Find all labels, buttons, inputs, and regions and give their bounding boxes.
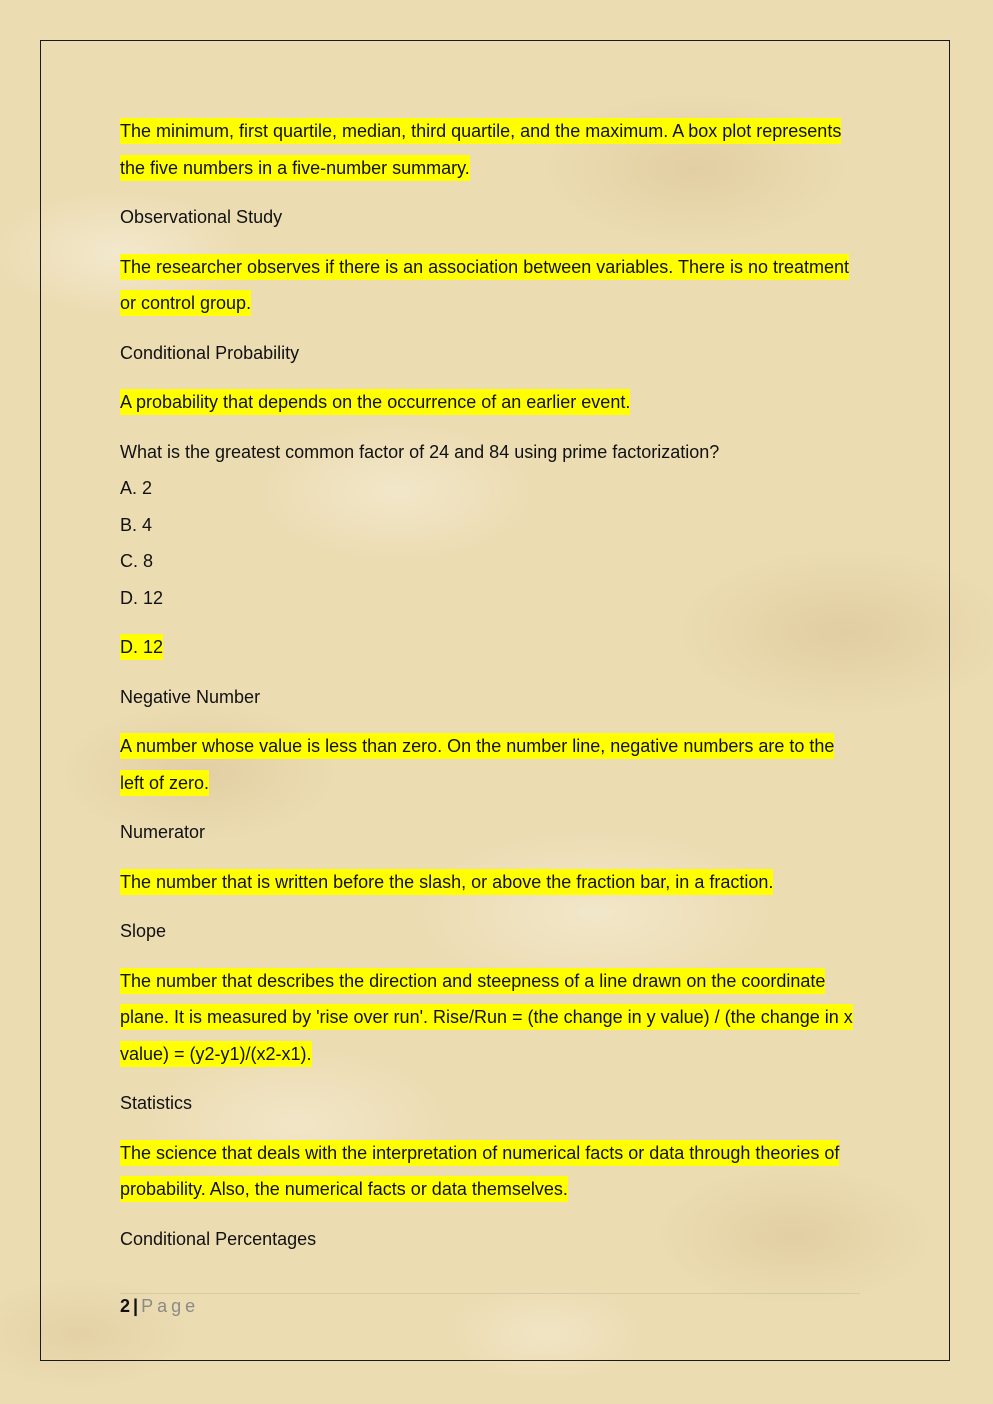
answer-gcf: D. 12	[120, 629, 860, 666]
term-statistics: Statistics	[120, 1093, 193, 1113]
definition-statistics: The science that deals with the interpretation of numerical facts or data through theories of probability. Also, the numerical facts or data themselves.	[120, 1135, 860, 1208]
term-negative-number: Negative Number	[120, 686, 261, 707]
definition-slope: The number that describes the direction and steepness of a line drawn on the coordinate plane. It is measured by 'rise over run'. Rise/Run = (the change in y value) / (the change in x value) = (y2-y1)/(x2-x1).	[120, 963, 860, 1073]
definition-conditional-probability: A probability that depends on the occurrence of an earlier event.	[120, 384, 860, 421]
definition-numerator: The number that is written before the slash, or above the fraction bar, in a fraction.	[120, 864, 860, 901]
term-observational-study: Observational Study	[120, 207, 283, 227]
term-conditional-probability: Conditional Probability	[120, 342, 300, 363]
page-separator: |	[133, 1296, 139, 1316]
term-slope: Slope	[120, 921, 167, 941]
option-b: B. 4	[120, 514, 153, 535]
definition-negative-number: A number whose value is less than zero. On the number line, negative numbers are to the left of zero.	[120, 728, 860, 801]
option-d: D. 12	[120, 587, 164, 608]
document-body	[120, 113, 860, 1270]
question-gcf: What is the greatest common factor of 24 and 84 using prime factorization?	[120, 441, 720, 462]
term-numerator: Numerator	[120, 822, 206, 842]
page-footer	[120, 1293, 860, 1317]
page-label: Page	[141, 1296, 200, 1316]
option-c: C. 8	[120, 551, 154, 571]
term-conditional-percentages: Conditional Percentages	[120, 1228, 317, 1249]
definition-observational-study: The researcher observes if there is an association between variables. There is no treatment or control group.	[120, 249, 860, 322]
option-a: A. 2	[120, 478, 153, 498]
page-number: 2	[120, 1296, 131, 1316]
definition-box-plot: The minimum, first quartile, median, third quartile, and the maximum. A box plot represents the five numbers in a five-number summary.	[120, 113, 860, 186]
